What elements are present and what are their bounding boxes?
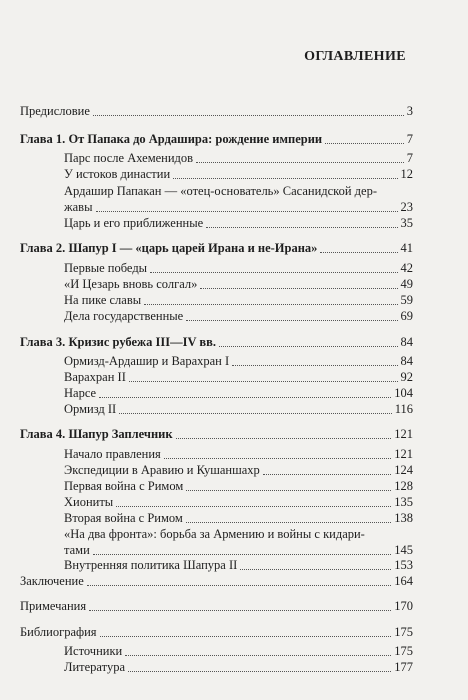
toc-title: ОГЛАВЛЕНИЕ [304,49,406,64]
dot-leader [186,522,391,523]
toc-entry-row [0,183,468,199]
toc-chapter-heading [20,334,216,350]
dot-leader [232,365,398,366]
dot-leader [150,272,398,273]
page-number: 7 [406,132,413,146]
toc-entry-row [0,292,468,308]
chapter-label: Глава 1. [20,132,66,146]
page-number: 128 [394,479,413,493]
toc-entry-text: Царь и его приближенные [64,216,204,230]
page-number: 35 [400,216,413,230]
toc-entry-row [0,166,468,182]
toc-entry-text: Источники [64,644,123,658]
toc-entry-text: Первая война с Римом [64,479,184,493]
dot-leader [99,397,391,398]
toc-entry-row [0,494,468,510]
dot-leader [116,506,391,507]
toc-chapter-row [0,131,468,147]
page-number: 138 [394,511,413,525]
toc-entry-row [0,260,468,276]
toc-entry-text: Варахран II [64,370,126,384]
page-number: 3 [406,104,413,118]
toc-entry-row [0,369,468,385]
dot-leader [196,162,404,163]
dot-leader [100,636,391,637]
chapter-label: Глава 4. [20,427,66,441]
dot-leader [325,143,404,144]
page-number: 121 [394,427,413,441]
toc-entry-text: Нарсе [64,386,97,400]
page-number: 69 [400,309,413,323]
page-number: 49 [400,277,413,291]
toc-entry-text: Экспедиции в Аравию и Кушаншахр [64,463,260,477]
page-number: 84 [400,335,413,349]
toc-chapter-row [0,426,468,442]
chapter-title: От Папака до Ардашира: рождение империи [68,132,323,146]
dot-leader [240,569,391,570]
page-number: 23 [400,200,413,214]
toc-entry-text: Начало правления [64,447,161,461]
page-number: 135 [394,495,413,509]
dot-leader [263,474,391,475]
dot-leader [200,288,398,289]
toc-entry-text: Заключение [20,574,84,588]
toc-entry-row [0,308,468,324]
chapter-title: Кризис рубежа III—IV вв. [68,335,217,349]
toc-entry-row [0,557,468,573]
dot-leader [320,252,398,253]
toc-entry-text: Библиография [20,625,97,639]
toc-chapter-heading [20,240,317,256]
toc-entry-text: У истоков династии [64,167,171,181]
toc-entry-row [0,624,468,640]
dot-leader [176,438,391,439]
page-number: 164 [394,574,413,588]
toc-entry-row [0,659,468,675]
dot-leader [129,381,398,382]
chapter-label: Глава 3. [20,335,66,349]
page-number: 153 [394,558,413,572]
page-number: 42 [400,261,413,275]
toc-entry-row [0,276,468,292]
dot-leader [144,304,398,305]
toc-entry-text: жавы [64,200,93,214]
toc-entry-text: «На два фронта»: борьба за Армению и войны с кидари- [64,527,365,541]
page-number: 170 [394,599,413,613]
toc-entry-text: Предисловие [20,104,90,118]
toc-chapter-heading [20,131,322,147]
toc-entry-row [0,573,468,589]
toc-entry-text: Примечания [20,599,87,613]
toc-entry-text: Ардашир Папакан — «отец-основатель» Сасанидской дер- [64,184,378,198]
dot-leader [173,178,398,179]
toc-entry-row [0,103,468,119]
toc-entry-row [0,510,468,526]
toc-entry-row [0,385,468,401]
toc-entry-row [0,215,468,231]
toc-entry-row [0,401,468,417]
toc-entry-text: Ормизд II [64,402,117,416]
page-number: 175 [394,644,413,658]
page-number: 116 [394,402,413,416]
toc-entry-row [0,462,468,478]
toc-entry-text: Дела государственные [64,309,184,323]
dot-leader [87,585,391,586]
page-number: 59 [400,293,413,307]
toc-chapter-row [0,334,468,350]
toc-entry-row [0,643,468,659]
toc-entry-row [0,446,468,462]
toc-entry-text: Литература [64,660,125,674]
dot-leader [96,211,398,212]
toc-entry-row [0,150,468,166]
page-number: 124 [394,463,413,477]
toc-entry-text: Парс после Ахеменидов [64,151,194,165]
toc-entry-row [0,598,468,614]
toc-entry-row [0,542,468,558]
toc-entry-text: Ормизд-Ардашир и Варахран I [64,354,230,368]
dot-leader [186,490,391,491]
page-number: 145 [394,543,413,557]
toc-entry-text: тами [64,543,90,557]
page-number: 92 [400,370,413,384]
dot-leader [119,413,392,414]
toc-entry-text: Хиониты [64,495,114,509]
chapter-title: Шапур Заплечник [68,427,173,441]
dot-leader [128,671,391,672]
page-number: 12 [400,167,413,181]
toc-entry-row [0,353,468,369]
page-number: 7 [406,151,413,165]
dot-leader [206,227,398,228]
toc-entry-row [0,526,468,542]
page-number: 177 [394,660,413,674]
page-number: 41 [400,241,413,255]
page-number: 104 [394,386,413,400]
toc-entry-text: Вторая война с Римом [64,511,183,525]
dot-leader [186,320,398,321]
toc-entry-row [0,199,468,215]
dot-leader [219,346,398,347]
toc-entry-text: «И Цезарь вновь солгал» [64,277,198,291]
page-number: 121 [394,447,413,461]
chapter-title: Шапур I — «царь царей Ирана и не-Ирана» [68,241,318,255]
page-number: 84 [400,354,413,368]
toc-chapter-heading [20,426,173,442]
dot-leader [93,554,391,555]
dot-leader [164,458,391,459]
toc-entry-row [0,478,468,494]
toc-entry-text: На пике славы [64,293,142,307]
dot-leader [89,610,391,611]
dot-leader [125,655,391,656]
toc-chapter-row [0,240,468,256]
toc-entry-text: Первые победы [64,261,148,275]
page-number: 175 [394,625,413,639]
chapter-label: Глава 2. [20,241,66,255]
toc-entry-text: Внутренняя политика Шапура II [64,558,238,572]
dot-leader [93,115,404,116]
